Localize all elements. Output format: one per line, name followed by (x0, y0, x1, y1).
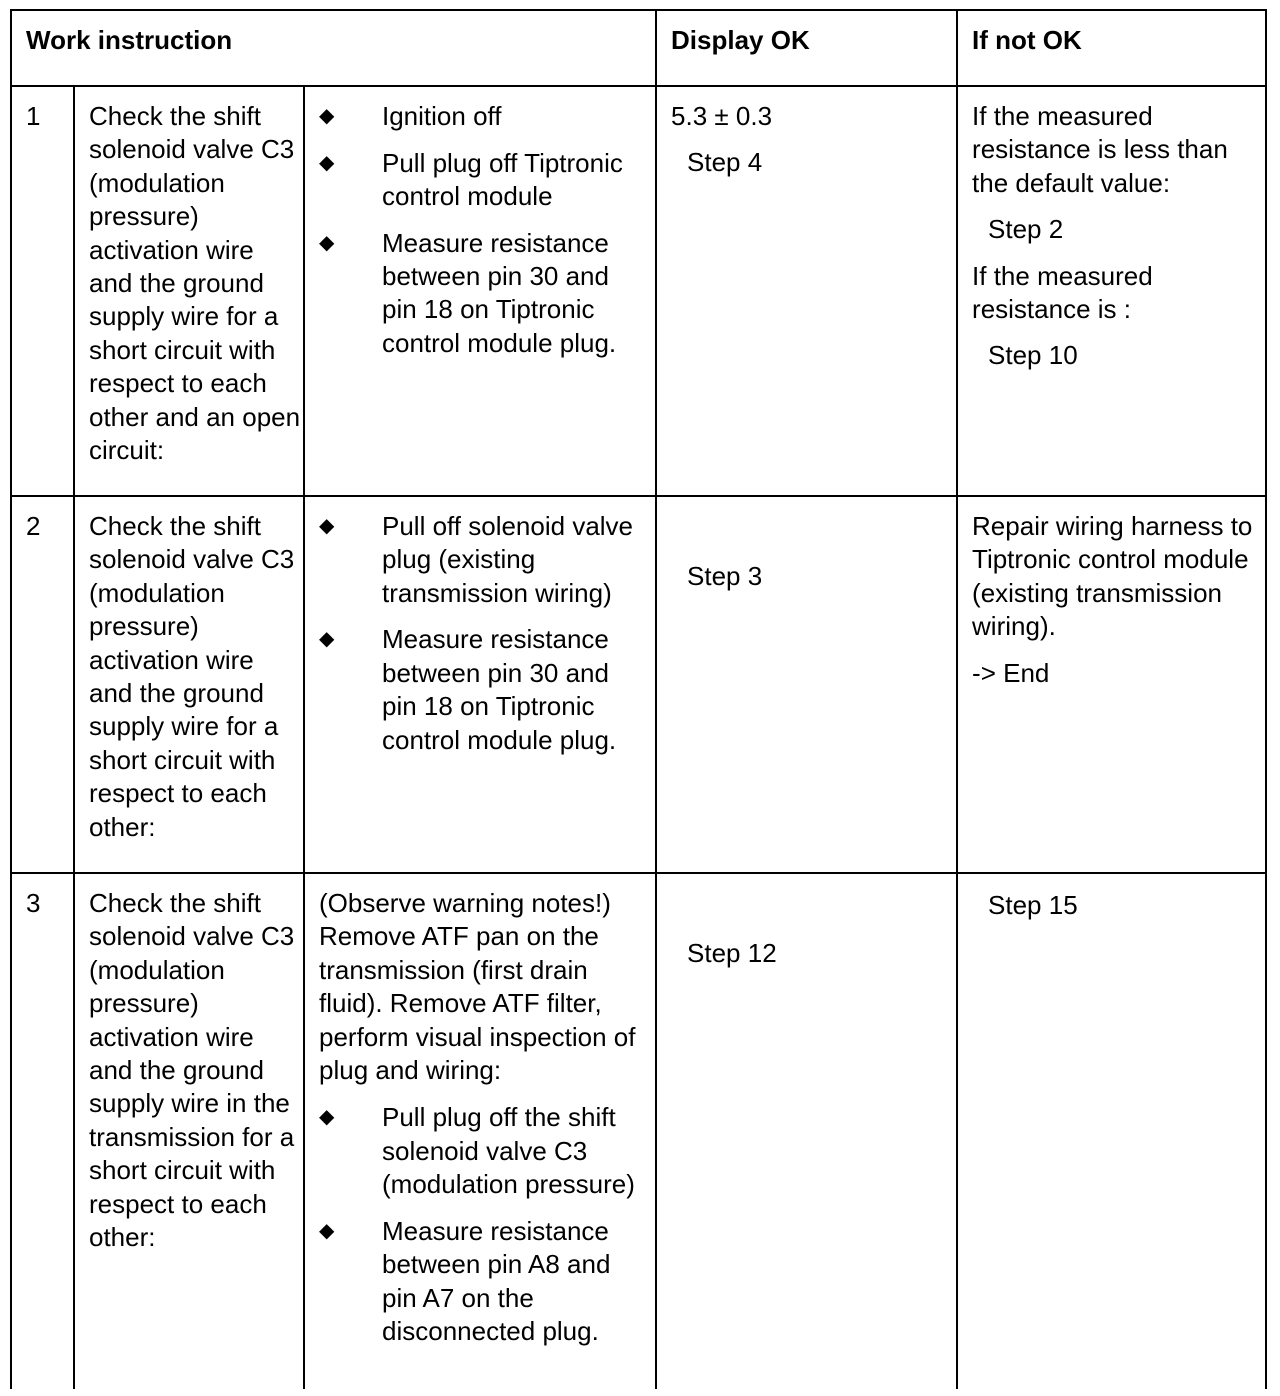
action-intro: (Observe warning notes!) Remove ATF pan on the transmission (first drain fluid). Remove ATF filter, perform visual inspection of plug and wiring: (319, 888, 636, 1086)
header-row (11, 10, 1266, 86)
if-not-ok-cell (957, 873, 1266, 1389)
fail-condition: If the measured resistance is less than the default value: (972, 101, 1228, 198)
table-row (11, 873, 1266, 1389)
table-row (11, 496, 1266, 873)
action-item: ◆ Pull off solenoid valve plug (existing transmission wiring) (319, 510, 647, 610)
fail-action: Repair wiring harness to Tiptronic control module (existing transmission wiring). (972, 511, 1253, 642)
table-row (11, 86, 1266, 496)
actions-cell (304, 86, 656, 496)
diamond-bullet-icon: ◆ (319, 151, 335, 174)
action-item: ◆ Pull plug off Tiptronic control module (319, 147, 647, 214)
display-step: Step 3 (687, 561, 763, 591)
diamond-bullet-icon: ◆ (319, 231, 335, 254)
display-step: Step 12 (687, 938, 777, 968)
header-display-ok: Display OK (656, 10, 957, 86)
diamond-bullet-icon: ◆ (319, 628, 335, 651)
action-item: ◆ Measure resistance between pin A8 and pin A7 on the disconnected plug. (319, 1215, 647, 1349)
fail-step: Step 10 (988, 340, 1078, 371)
if-not-ok-cell (957, 86, 1266, 496)
diamond-bullet-icon: ◆ (319, 1219, 335, 1242)
if-not-ok-cell (957, 496, 1266, 873)
display-ok-cell (656, 86, 957, 496)
diamond-bullet-icon: ◆ (319, 105, 335, 127)
check-description-cell: Check the shift solenoid valve C3 (modulation pressure) activation wire and the ground supply wire in the transmission for a short circuit with respect to each other: (74, 873, 304, 1389)
fail-step: Step 15 (988, 890, 1078, 920)
action-item: ◆ Pull plug off the shift solenoid valve C3 (modulation pressure) (319, 1101, 647, 1201)
diamond-bullet-icon: ◆ (319, 1106, 335, 1129)
header-work-instruction: Work instruction (11, 10, 656, 86)
fail-step: Step 2 (988, 214, 1064, 245)
display-value: 5.3 ± 0.3 (671, 101, 773, 131)
step-number-cell: 3 (11, 873, 74, 1389)
work-instruction-table (10, 9, 1267, 1389)
display-ok-cell (656, 873, 957, 1389)
header-if-not-ok: If not OK (957, 10, 1266, 86)
step-number-cell: 1 (11, 86, 74, 496)
diamond-bullet-icon: ◆ (319, 515, 335, 537)
action-item: ◆ Ignition off (319, 100, 647, 133)
action-item: ◆ Measure resistance between pin 30 and pin 18 on Tiptronic control module plug. (319, 227, 647, 361)
fail-end: -> End (972, 657, 1050, 688)
action-item: ◆ Measure resistance between pin 30 and pin 18 on Tiptronic control module plug. (319, 623, 647, 757)
actions-cell (304, 873, 656, 1389)
check-description-cell: Check the shift solenoid valve C3 (modulation pressure) activation wire and the ground supply wire for a short circuit with respect to each other and an open circuit: (74, 86, 304, 496)
actions-cell (304, 496, 656, 873)
display-step: Step 4 (687, 147, 763, 178)
display-ok-cell (656, 496, 957, 873)
fail-condition: If the measured resistance is : (972, 260, 1153, 325)
step-number-cell: 2 (11, 496, 74, 873)
check-description-cell: Check the shift solenoid valve C3 (modulation pressure) activation wire and the ground supply wire for a short circuit with respect to each other: (74, 496, 304, 873)
